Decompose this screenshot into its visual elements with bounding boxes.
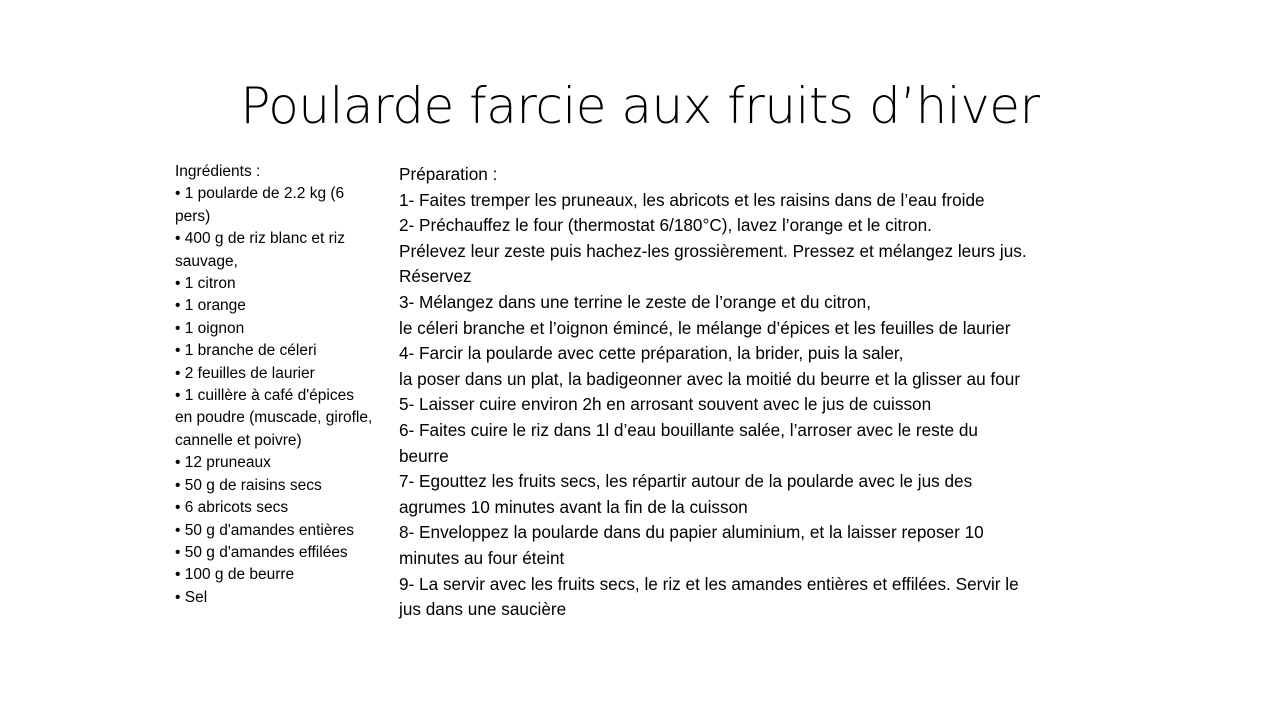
ingredient-line: • 1 oignon — [175, 319, 245, 337]
ingredient-line: • 50 g de raisins secs — [175, 476, 322, 494]
preparation-line: Prélevez leur zeste puis hachez-les grossièrement. Pressez et mélangez leurs jus. — [399, 240, 1027, 261]
preparation-line: beurre — [399, 445, 449, 466]
preparation-line: jus dans une saucière — [399, 599, 567, 620]
ingredient-line: • 1 orange — [175, 297, 246, 315]
preparation-line: 6- Faites cuire le riz dans 1l d’eau bouillante salée, l’arroser avec le reste du — [399, 419, 978, 440]
ingredient-line: sauvage, — [175, 252, 238, 270]
preparation-line: 1- Faites tremper les pruneaux, les abricots et les raisins dans de l’eau froide — [399, 189, 985, 210]
preparation-line: 5- Laisser cuire environ 2h en arrosant souvent avec le jus de cuisson — [399, 394, 932, 415]
preparation-line: minutes au four éteint — [399, 547, 565, 568]
ingredient-line: pers) — [175, 207, 211, 225]
ingredient-line: • 12 pruneaux — [175, 454, 271, 472]
ingredient-line: • 100 g de beurre — [175, 566, 295, 584]
preparation-section — [399, 162, 1114, 623]
preparation-heading: Préparation : — [399, 164, 498, 184]
ingredient-line: • 50 g d'amandes entières — [175, 521, 354, 539]
ingredients-section — [175, 161, 395, 609]
preparation-line: 2- Préchauffez le four (thermostat 6/180°C), lavez l’orange et le citron. — [399, 215, 932, 236]
slide-title: Poularde farcie aux fruits d’hiver — [240, 77, 1040, 135]
ingredient-line: cannelle et poivre) — [175, 431, 302, 449]
preparation-line: 8- Enveloppez la poularde dans du papier aluminium, et la laisser reposer 10 — [399, 522, 984, 543]
ingredient-line: • 1 poularde de 2.2 kg (6 — [175, 185, 345, 203]
ingredient-line: • 1 citron — [175, 275, 236, 293]
preparation-line: le céleri branche et l’oignon émincé, le mélange d’épices et les feuilles de laurier — [399, 317, 1011, 338]
preparation-line: 7- Egouttez les fruits secs, les répartir autour de la poularde avec le jus des — [399, 471, 973, 492]
preparation-line: 3- Mélangez dans une terrine le zeste de l’orange et du citron, — [399, 291, 871, 312]
ingredient-line: • 1 cuillère à café d'épices — [175, 387, 354, 405]
ingredient-line: • 400 g de riz blanc et riz — [175, 230, 345, 248]
preparation-line: Réservez — [399, 266, 472, 287]
ingredient-line: • Sel — [175, 588, 208, 606]
ingredient-line: • 1 branche de céleri — [175, 342, 317, 360]
ingredients-heading: Ingrédients : — [175, 163, 261, 180]
ingredient-line: en poudre (muscade, girofle, — [175, 409, 373, 427]
ingredient-line: • 2 feuilles de laurier — [175, 364, 315, 382]
ingredients-list — [175, 183, 395, 609]
ingredient-line: • 6 abricots secs — [175, 499, 289, 517]
preparation-line: 4- Farcir la poularde avec cette préparation, la brider, puis la saler, — [399, 343, 904, 364]
preparation-line: agrumes 10 minutes avant la fin de la cuisson — [399, 496, 748, 517]
ingredient-line: • 50 g d'amandes effilées — [175, 543, 348, 561]
preparation-line: 9- La servir avec les fruits secs, le riz et les amandes entières et effilées. Servir le — [399, 573, 1019, 594]
preparation-line: la poser dans un plat, la badigeonner avec la moitié du beurre et la glisser au four — [399, 368, 1021, 389]
